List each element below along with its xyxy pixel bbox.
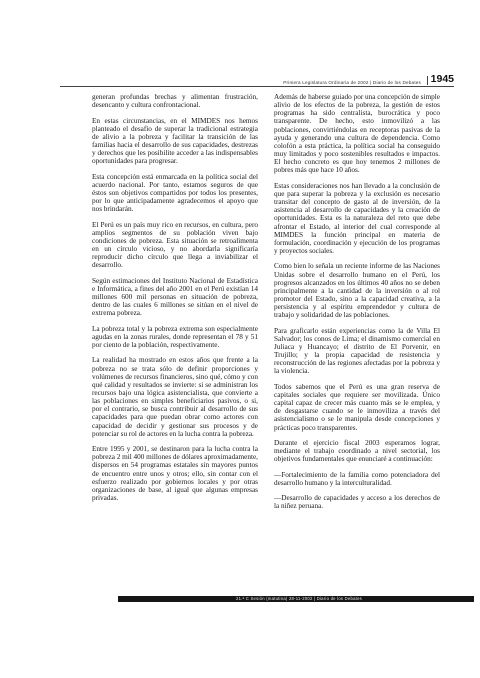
paragraph: El Perú es un país muy rico en recursos, en cultura, pero amplios segmentos de su población viven bajo condiciones de pobreza. Esta situación se retroalimenta en un círculo vicioso, y no abordarla significaría reproducir dicho círculo que llega a inviabilizar el desarrollo. [92, 220, 258, 270]
paragraph: Durante el ejercicio fiscal 2003 esperamos lograr, mediante el trabajo coordinado a nivel sectorial, los objetivos fundamentales que enunciaré a continuación: [274, 438, 440, 464]
left-column [92, 93, 258, 518]
page-number: 1945 [430, 73, 454, 85]
paragraph: generan profundas brechas y alimentan frustración, desencanto y cultura confrontacional. [92, 93, 258, 110]
paragraph: Todos sabemos que el Perú es una gran reserva de capitales sociales que requiere ser movilizada. Único capital capaz de crecer más cuanto más se le emplea, y de desgastarse cuando se le inmoviliza a través del asistencialismo o se le manipula desde concepciones y prácticas poco transparentes. [274, 382, 440, 432]
paragraph: La realidad ha mostrado en estos años que frente a la pobreza no se trata sólo de definir proporciones y volúmenes de recursos financieros, sino qué, cómo y con qué calidad y resultados se invierte: si se administran los recursos bajo una lógica asistencialista, que convierte a las poblaciones en simples beneficiarios pasivos, o si, por el contrario, se busca contribuir al desarrollo de sus capacidades para que puedan obrar como actores con capacidad de decidir y gestionar sus procesos y de potenciar su rol de actores en la lucha contra la pobreza. [92, 356, 258, 438]
page-footer-band: 21.ª C Sesión (matutina) 28-11-2002 | Diario de los Debates [118, 596, 474, 602]
header-session-title: Primera Legislatura Ordinaria de 2002 | Diario de los Debates [283, 79, 422, 85]
page-header [60, 74, 454, 87]
header-divider [427, 76, 428, 85]
paragraph: Según estimaciones del Instituto Nacional de Estadística e Informática, a fines del año 2001 en el Perú existían 14 millones 600 mil personas en situación de pobreza, dentro de las cuales 6 millones se sitúan en el nivel de extrema pobreza. [92, 276, 258, 318]
paragraph: Esta concepción está enmarcada en la política social del acuerdo nacional. Por tanto, estamos seguros de que éstos son objetivos compartidos por todos los presentes, por lo que anticipadamente agradecemos el apoyo que nos brindarán. [92, 172, 258, 214]
paragraph: Para graficarlo están experiencias como la de Villa El Salvador; los conos de Lima; el dinamismo comercial en Juliaca y Huancayo; el distrito de El Porvenir, en Trujillo; y la propia capacidad de resistencia y reconstrucción de las regiones afectadas por la pobreza y la violencia. [274, 326, 440, 376]
paragraph: Estas consideraciones nos han llevado a la conclusión de que para superar la pobreza y la exclusión es necesario transitar del concepto de gasto al de inversión, de la asistencia al desarrollo de capacidades y la creación de oportunidades. Esta es la naturaleza del reto que debe afrontar el Estado, al interior del cual corresponde al MIMDES la función principal en materia de formulación, coordinación y ejecución de los programas y proyectos sociales. [274, 181, 440, 255]
paragraph: En estas circunstancias, en el MIMDES nos hemos planteado el desafío de superar la tradicional estrategia de alivio a la pobreza y facilitar la transición de las familias hacia el desarrollo de sus capacidades, destrezas y derechos que les posibilite acceder a las indispensables oportunidades para progresar. [92, 116, 258, 166]
paragraph: —Fortalecimiento de la familia como potenciadora del desarrollo humano y la interculturalidad. [274, 470, 440, 487]
text-columns [92, 93, 440, 518]
paragraph: Como bien lo señala un reciente informe de las Naciones Unidas sobre el desarrollo humano en el Perú, los progresos alcanzados en los últimos 40 años no se deben principalmente a la cantidad de la inversión o al rol promotor del Estado, sino a la capacidad creativa, a la persistencia y al espíritu emprendedor y cultura de trabajo y solidaridad de las poblaciones. [274, 262, 440, 320]
paragraph: —Desarrollo de capacidades y acceso a los derechos de la niñez peruana. [274, 494, 440, 511]
paragraph: Además de haberse guiado por una concepción de simple alivio de los efectos de la pobreza, la gestión de estos programas ha sido centralista, burocrática y poco transparente. De hecho, esto inmovilizó a las poblaciones, convirtiéndolas en receptoras pasivas de la ayuda y generando una cultura de dependencia. Como colofón a esta práctica, la política social ha conseguido muy limitados y poco sostenibles resultados e impactos. El hecho concreto es que hoy tenemos 2 millones de pobres más que hace 10 años. [274, 93, 440, 175]
paragraph: La pobreza total y la pobreza extrema son especialmente agudas en la zonas rurales, donde representan el 78 y 51 por ciento de la población, respectivamente. [92, 324, 258, 349]
paragraph: Entre 1995 y 2001, se destinaron para la lucha contra la pobreza 2 mil 400 millones de dólares aproximadamente, dispersos en 54 programas estatales sin mayores puntos de encuentro entre unos y otros; ello, sin contar con el esfuerzo realizado por gobiernos locales y por otras organizaciones de base, al igual que algunas empresas privadas. [92, 445, 258, 503]
right-column [274, 93, 440, 518]
